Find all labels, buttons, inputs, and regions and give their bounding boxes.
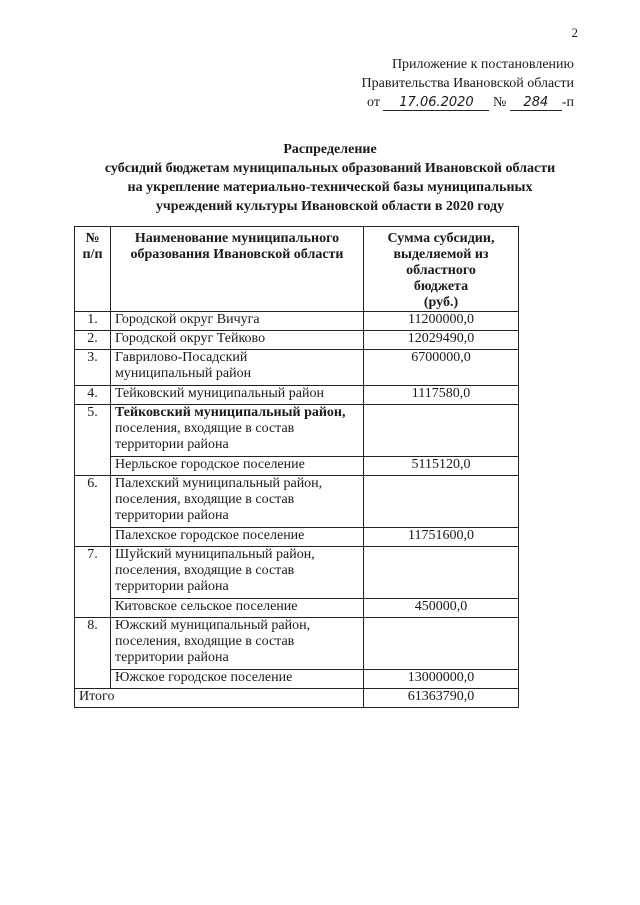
table-header-row [75, 227, 519, 312]
group-name [111, 476, 364, 528]
appendix-block [362, 55, 574, 112]
group-name [111, 618, 364, 670]
group-name-line1: Шуйский муниципальный район, [115, 547, 315, 562]
row-num: 8. [75, 618, 111, 689]
header-name-line2: образования Ивановской области [130, 247, 344, 262]
row-num: 7. [75, 547, 111, 618]
table-row [75, 312, 519, 331]
table-row [75, 331, 519, 350]
row-name-line1: Гаврилово-Посадский [115, 350, 248, 365]
row-name: Китовское сельское поселение [111, 599, 364, 618]
row-sum: 11751600,0 [364, 528, 519, 547]
table-row-group [75, 476, 519, 528]
row-name-line2: муниципальный район [115, 366, 252, 381]
row-name [111, 350, 364, 386]
group-name-line2: поселения, входящие в состав [115, 634, 295, 649]
distribution-table [74, 226, 519, 708]
total-label: Итого [75, 689, 364, 708]
row-name: Городской округ Вичуга [111, 312, 364, 331]
table-row-group [75, 405, 519, 457]
handwritten-date: 17.06.2020 [383, 96, 489, 111]
group-sum-empty [364, 618, 519, 670]
header-num-line1: № [85, 231, 100, 246]
header-name-line1: Наименование муниципального [134, 231, 340, 246]
heading-line1: Распределение [283, 142, 377, 157]
group-name-line3: территории района [115, 650, 229, 665]
group-name-line2: поселения, входящие в состав [115, 421, 295, 436]
row-name: Палехское городское поселение [111, 528, 364, 547]
group-name-line3: территории района [115, 437, 229, 452]
from-label: от [367, 95, 380, 110]
group-sum-empty [364, 405, 519, 457]
row-sum: 13000000,0 [364, 670, 519, 689]
page-number: 2 [571, 25, 578, 40]
row-num: 4. [75, 386, 111, 405]
appendix-line2: Правительства Ивановской области [361, 76, 574, 91]
appendix-line3 [362, 93, 574, 112]
row-name: Тейковский муниципальный район [111, 386, 364, 405]
header-sum-line4: (руб.) [423, 295, 459, 310]
group-name-line2: поселения, входящие в состав [115, 492, 295, 507]
header-name [111, 227, 364, 312]
row-num: 3. [75, 350, 111, 386]
row-num: 5. [75, 405, 111, 476]
header-sum-line3: бюджета [413, 279, 469, 294]
table-row [75, 670, 519, 689]
row-name: Южское городское поселение [111, 670, 364, 689]
table-total-row [75, 689, 519, 708]
row-num: 6. [75, 476, 111, 547]
row-sum: 11200000,0 [364, 312, 519, 331]
row-sum: 5115120,0 [364, 457, 519, 476]
row-name: Нерльское городское поселение [111, 457, 364, 476]
row-sum: 6700000,0 [364, 350, 519, 386]
number-suffix: -п [561, 95, 574, 110]
table-row [75, 528, 519, 547]
table-row-group [75, 547, 519, 599]
group-name-line3: территории района [115, 508, 229, 523]
group-name-line2: поселения, входящие в состав [115, 563, 295, 578]
table-row [75, 350, 519, 386]
header-num-line2: п/п [82, 247, 103, 262]
header-sum-line2: выделяемой из областного [393, 247, 489, 278]
number-label: № [492, 95, 507, 110]
group-name-line1: Тейковский муниципальный район, [115, 405, 346, 420]
header-sum-line1: Сумма субсидии, [387, 231, 495, 246]
group-name-line1: Южский муниципальный район, [115, 618, 311, 633]
document-heading [60, 140, 600, 216]
table-row [75, 599, 519, 618]
row-name: Городской округ Тейково [111, 331, 364, 350]
table-row [75, 457, 519, 476]
table-row [75, 386, 519, 405]
row-num: 1. [75, 312, 111, 331]
heading-line4: учреждений культуры Ивановской области в 2020 году [155, 199, 505, 214]
row-sum: 12029490,0 [364, 331, 519, 350]
group-sum-empty [364, 476, 519, 528]
group-name [111, 547, 364, 599]
group-name-line1: Палехский муниципальный район, [115, 476, 323, 491]
total-sum: 61363790,0 [364, 689, 519, 708]
group-name-line3: территории района [115, 579, 229, 594]
heading-line2: субсидий бюджетам муниципальных образований Ивановской области [104, 161, 556, 176]
row-sum: 450000,0 [364, 599, 519, 618]
row-sum: 1117580,0 [364, 386, 519, 405]
table-row-group [75, 618, 519, 670]
handwritten-number: 284 [510, 96, 562, 111]
appendix-line1: Приложение к постановлению [391, 57, 574, 72]
group-sum-empty [364, 547, 519, 599]
group-name [111, 405, 364, 457]
row-num: 2. [75, 331, 111, 350]
header-sum [364, 227, 519, 312]
header-num [75, 227, 111, 312]
heading-line3: на укрепление материально-технической базы муниципальных [127, 180, 533, 195]
